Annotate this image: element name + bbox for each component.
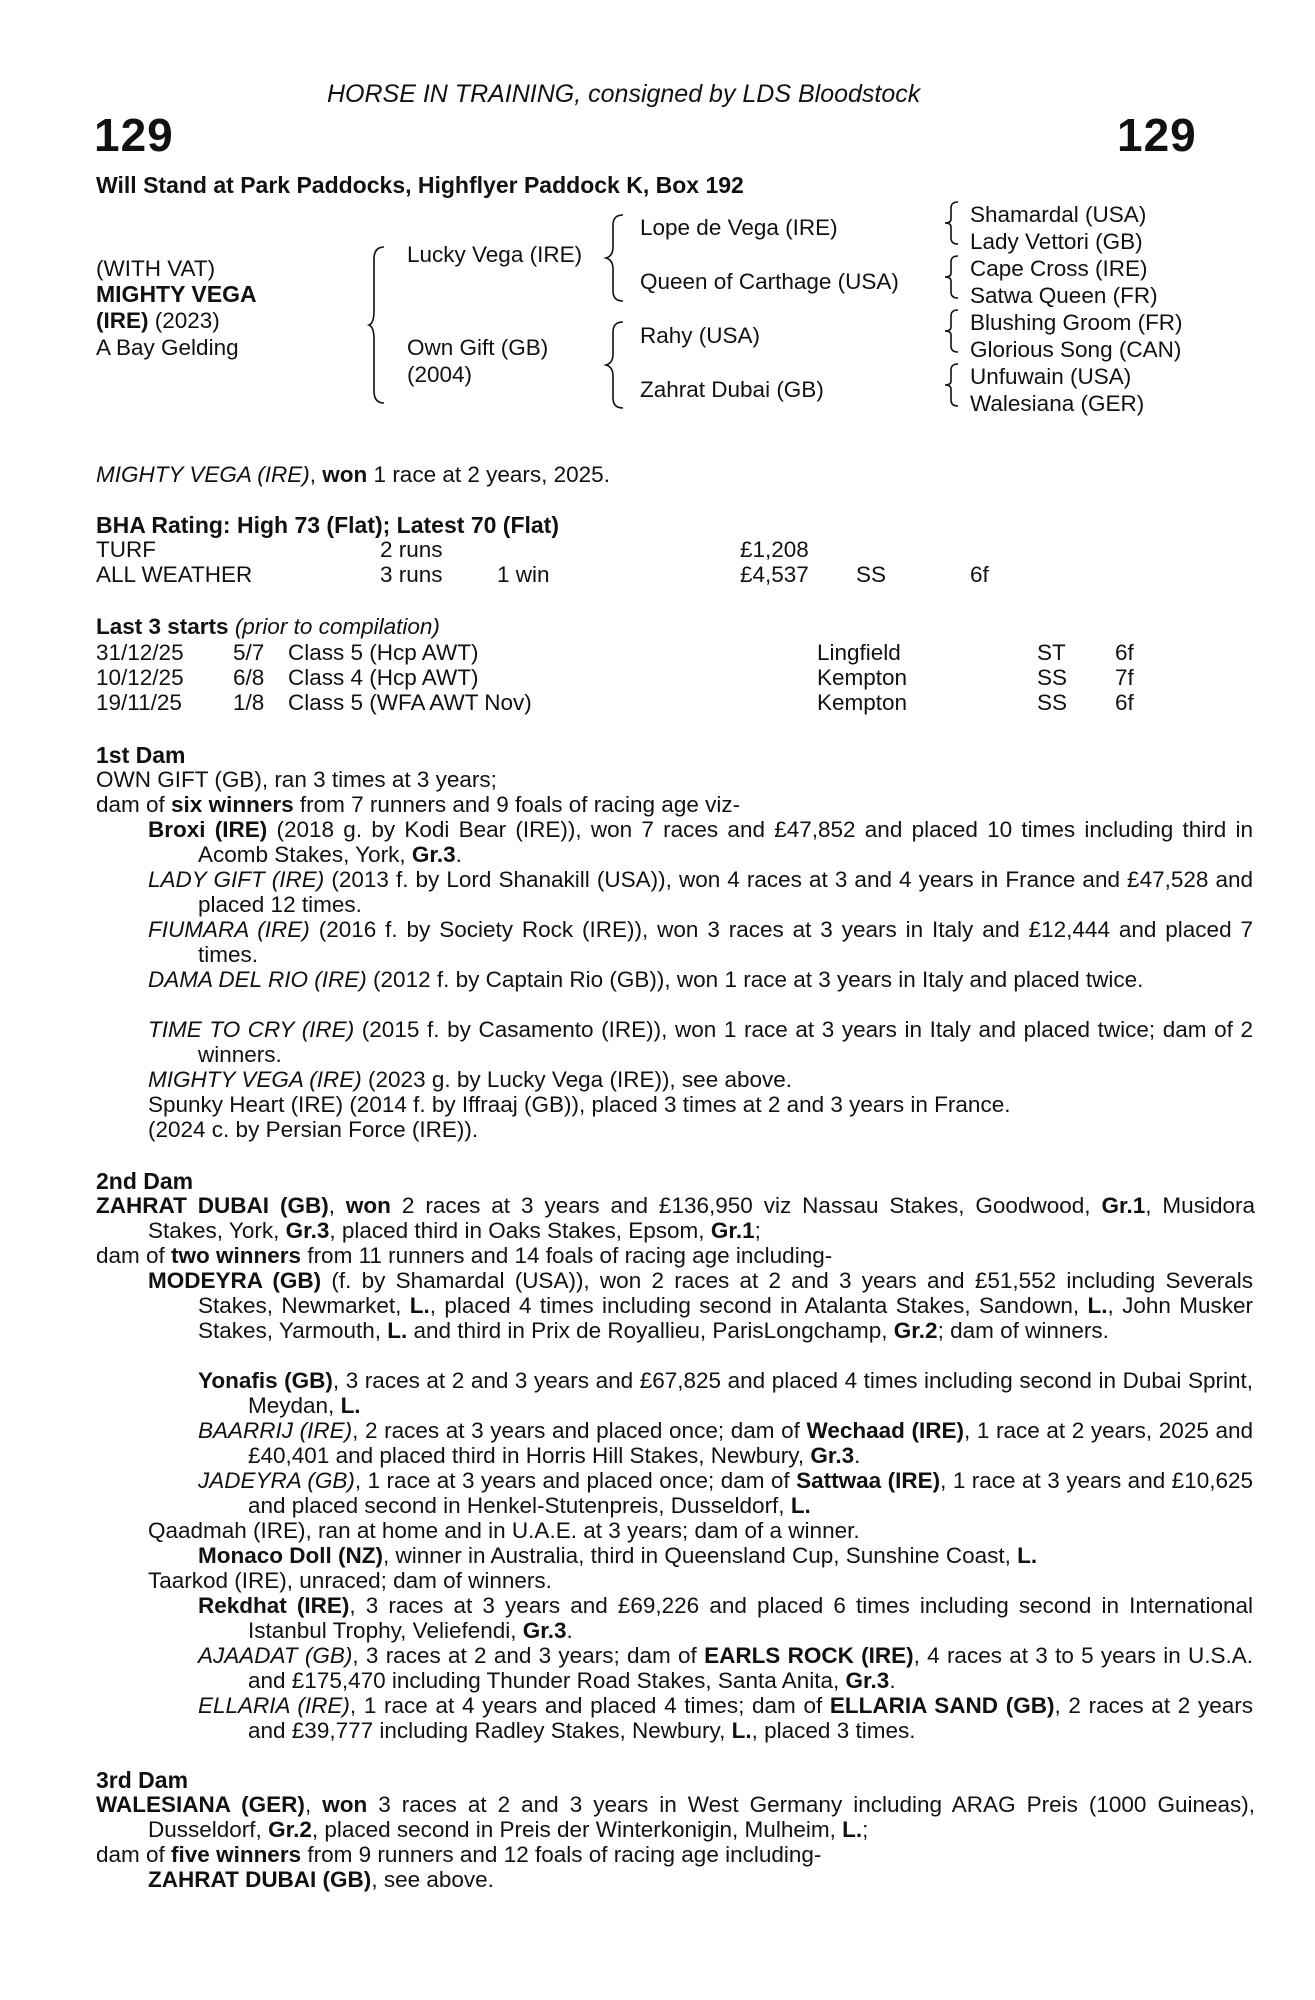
dam1-progeny-dama-del-rio <box>148 967 1253 992</box>
summary-won: won <box>322 462 368 487</box>
fiumara-name: FIUMARA (IRE) <box>148 917 310 942</box>
last3-row-0-dist: 6f <box>1115 640 1134 665</box>
last3-row-2-date: 19/11/25 <box>96 690 182 715</box>
dam1-progeny-2024-colt: (2024 c. by Persian Force (IRE)). <box>148 1117 479 1142</box>
last3-row-2-course: Kempton <box>817 690 908 715</box>
rating-row-1-wins: 1 win <box>497 562 550 587</box>
last3-row-0-pos: 5/7 <box>233 640 265 665</box>
dam3-winners: five winners <box>171 1842 302 1867</box>
dam1-progeny-lady-gift <box>148 867 1253 917</box>
last3-row-0-going: ST <box>1037 640 1066 665</box>
last3-row-1-date: 10/12/25 <box>96 665 184 690</box>
dam2-grandprogeny-monaco-doll <box>198 1543 1037 1568</box>
last3-row-1-pos: 6/8 <box>233 665 265 690</box>
ellaria-sand-name: ELLARIA SAND (GB) <box>829 1693 1055 1718</box>
rating-row-1-going: SS <box>856 562 887 587</box>
dam2-grandprogeny-yonafis <box>198 1368 1253 1418</box>
last3-note: (prior to compilation) <box>228 614 440 639</box>
dam1-line1: OWN GIFT (GB), ran 3 times at 3 years; <box>96 767 497 792</box>
rekdhat-end: . <box>566 1618 573 1643</box>
pedigree-brace-sire <box>605 213 627 303</box>
dam1-progeny-spunky-heart: Spunky Heart (IRE) (2014 f. by Iffraaj (GB)), placed 3 times at 2 and 3 years in France. <box>148 1092 1011 1117</box>
zahrat-grade1: Gr.1 <box>1101 1193 1146 1218</box>
dam1-runners: from 7 runners and 9 foals of racing age viz- <box>293 792 741 817</box>
baarrij-text2: , 1 race at 2 years, 2025 and £40,401 and placed third in Horris Hill Stakes, Newbury, <box>248 1418 1254 1468</box>
rekdhat-name: Rekdhat (IRE) <box>198 1593 350 1618</box>
pedigree-g-2: Cape Cross (IRE) <box>970 256 1148 281</box>
sale-title: HORSE IN TRAINING, consigned by LDS Bloodstock <box>327 80 921 108</box>
pedigree-g-7: Walesiana (GER) <box>970 391 1145 416</box>
pedigree-sire-sire: Lope de Vega (IRE) <box>640 215 838 240</box>
rating-row-1-surface: ALL WEATHER <box>96 562 253 587</box>
lot-number-left: 129 <box>94 109 174 161</box>
last3-title: Last 3 starts <box>96 614 229 639</box>
pedigree-g-1: Lady Vettori (GB) <box>970 229 1143 254</box>
horse-description: A Bay Gelding <box>96 335 239 360</box>
ellaria-name: ELLARIA (IRE) <box>198 1693 350 1718</box>
vat-status: (WITH VAT) <box>96 256 216 281</box>
last3-row-2-pos: 1/8 <box>233 690 265 715</box>
horse-origin-year <box>96 308 220 333</box>
dam2-grandprogeny-ellaria <box>198 1693 1253 1743</box>
ajaadat-grade: Gr.3 <box>845 1668 890 1693</box>
pedigree-brace-g1 <box>942 200 962 246</box>
lady-gift-name: LADY GIFT (IRE) <box>148 867 325 892</box>
time-to-cry-name: TIME TO CRY (IRE) <box>148 1017 355 1042</box>
dam3-zahrat-text: , see above. <box>371 1867 494 1892</box>
dam2-zahrat-dubai <box>96 1193 1255 1243</box>
pedigree-g-4: Blushing Groom (FR) <box>970 310 1183 335</box>
pedigree-brace-main <box>368 245 388 405</box>
race-summary: MIGHTY VEGA (IRE), won 1 race at 2 years, 2025. <box>96 462 610 487</box>
dam3-dam-of <box>96 1842 821 1867</box>
jadeyra-name: JADEYRA (GB) <box>198 1468 355 1493</box>
baarrij-name: BAARRIJ (IRE) <box>198 1418 353 1443</box>
walesiana-end: ; <box>862 1817 869 1842</box>
dam3-progeny-zahrat-dubai <box>148 1867 494 1892</box>
sattwaa-name: Sattwaa (IRE) <box>796 1468 941 1493</box>
dam3-walesiana <box>96 1792 1255 1842</box>
pedigree-brace-g3 <box>942 308 962 354</box>
lady-gift-text: (2013 f. by Lord Shanakill (USA)), won 4 races at 3 and 4 years in France and £47,528 and placed 12 times. <box>198 867 1254 917</box>
dam2-heading: 2nd Dam <box>96 1168 194 1194</box>
zahrat-text3: , placed third in Oaks Stakes, Epsom, <box>329 1218 711 1243</box>
zahrat-name: ZAHRAT DUBAI (GB) <box>96 1193 329 1218</box>
jadeyra-text1: , 1 race at 3 years and placed once; dam of <box>354 1468 797 1493</box>
ajaadat-text1: , 3 races at 2 and 3 years; dam of <box>352 1643 705 1668</box>
dam3-heading: 3rd Dam <box>96 1767 189 1793</box>
last3-row-1-race: Class 4 (Hcp AWT) <box>288 665 479 690</box>
walesiana-text2: , placed second in Preis der Winterkonigin, Mulheim, <box>311 1817 843 1842</box>
ajaadat-text2: , 4 races at 3 to 5 years in U.S.A. and £175,470 including Thunder Road Stakes, Santa Anita, <box>248 1643 1253 1693</box>
ellaria-end: , placed 3 times. <box>751 1718 916 1743</box>
zahrat-won: won <box>345 1193 391 1218</box>
zahrat-text1: 2 races at 3 years and £136,950 viz Nassau Stakes, Goodwood, <box>390 1193 1102 1218</box>
dam2-grandprogeny-rekdhat <box>198 1593 1253 1643</box>
dama-del-rio-text: (2012 f. by Captain Rio (GB)), won 1 race at 3 years in Italy and placed twice. <box>366 967 1144 992</box>
summary-horse-name: MIGHTY VEGA (IRE) <box>96 462 310 487</box>
broxi-end: . <box>455 842 462 867</box>
zahrat-end: ; <box>754 1218 761 1243</box>
dam3-runners: from 9 runners and 12 foals of racing age including- <box>301 1842 822 1867</box>
pedigree-sire-dam: Queen of Carthage (USA) <box>640 269 899 294</box>
modeyra-l2: L. <box>1087 1293 1108 1318</box>
dam1-progeny-fiumara <box>148 917 1253 967</box>
walesiana-sep: , <box>304 1792 323 1817</box>
dam2-winners: two winners <box>171 1243 302 1268</box>
horse-name: MIGHTY VEGA <box>96 281 257 307</box>
baarrij-end: . <box>854 1443 861 1468</box>
modeyra-grade: Gr.2 <box>893 1318 938 1343</box>
dam1-dam-of: dam of <box>96 792 172 817</box>
last3-row-1-going: SS <box>1037 665 1068 690</box>
ajaadat-name: AJAADAT (GB) <box>198 1643 353 1668</box>
pedigree-brace-dam <box>605 320 627 410</box>
modeyra-text1: (f. by Shamardal (USA)), won 2 races at 2 and 3 years and £51,552 including Severals Stakes, Newmarket, <box>198 1268 1253 1318</box>
pedigree-brace-g2 <box>942 254 962 300</box>
mighty-vega-text: (2023 g. by Lucky Vega (IRE)), see above. <box>361 1067 793 1092</box>
wechaad-name: Wechaad (IRE) <box>806 1418 964 1443</box>
dam1-progeny-mighty-vega <box>148 1067 792 1092</box>
ellaria-listed: L. <box>731 1718 752 1743</box>
dam2-dam-of-label: dam of <box>96 1243 172 1268</box>
dam2-runners: from 11 runners and 14 foals of racing age including- <box>301 1243 833 1268</box>
pedigree-dam-sire: Rahy (USA) <box>640 323 761 348</box>
yonafis-listed: L. <box>340 1393 361 1418</box>
lot-number-right: 129 <box>1117 109 1197 161</box>
dam3-zahrat-name: ZAHRAT DUBAI (GB) <box>148 1867 372 1892</box>
modeyra-text3: , John Musker Stakes, Yarmouth, <box>198 1293 1253 1343</box>
rating-row-0-runs: 2 runs <box>380 537 443 562</box>
walesiana-text1: 3 races at 2 and 3 years in West Germany including ARAG Preis (1000 Guineas), Dusseldorf, <box>148 1792 1255 1842</box>
pedigree-dam-year: (2004) <box>407 362 473 387</box>
pedigree-dam: Own Gift (GB) <box>407 335 549 360</box>
rating-row-1-money: £4,537 <box>740 562 809 587</box>
baarrij-grade: Gr.3 <box>810 1443 855 1468</box>
modeyra-l1: L. <box>409 1293 430 1318</box>
broxi-text: (2018 g. by Kodi Bear (IRE)), won 7 races and £47,852 and placed 10 times including third in Acomb Stakes, York, <box>198 817 1254 867</box>
pedigree-sire: Lucky Vega (IRE) <box>407 242 583 267</box>
zahrat-sep: , <box>328 1193 346 1218</box>
dam2-progeny-modeyra <box>148 1268 1253 1343</box>
dam2-dam-of <box>96 1243 832 1268</box>
last3-heading <box>96 614 440 639</box>
jadeyra-text2: , 1 race at 3 years and £10,625 and placed second in Henkel-Stutenpreis, Dusseldorf, <box>248 1468 1254 1518</box>
yonafis-text: , 3 races at 2 and 3 years and £67,825 and placed 4 times including second in Dubai Sprint, Meydan, <box>248 1368 1253 1418</box>
fiumara-text: (2016 f. by Society Rock (IRE)), won 3 races at 3 years in Italy and £12,444 and placed 7 times. <box>198 917 1253 967</box>
dam1-heading: 1st Dam <box>96 742 186 768</box>
ajaadat-end: . <box>889 1668 896 1693</box>
modeyra-l3: L. <box>387 1318 408 1343</box>
earls-rock-name: EARLS ROCK (IRE) <box>704 1643 914 1668</box>
dam2-grandprogeny-jadeyra <box>198 1468 1253 1518</box>
rekdhat-text: , 3 races at 3 years and £69,226 and placed 6 times including second in International Istanbul Trophy, Veliefendi, <box>248 1593 1253 1643</box>
modeyra-text4: and third in Prix de Royallieu, ParisLongchamp, <box>407 1318 894 1343</box>
zahrat-grade2: Gr.3 <box>285 1218 330 1243</box>
last3-row-2-going: SS <box>1037 690 1068 715</box>
last3-row-0-race: Class 5 (Hcp AWT) <box>288 640 479 665</box>
dam2-progeny-qaadmah: Qaadmah (IRE), ran at home and in U.A.E. at 3 years; dam of a winner. <box>148 1518 860 1543</box>
broxi-grade: Gr.3 <box>411 842 456 867</box>
last3-row-1-dist: 7f <box>1115 665 1134 690</box>
pedigree-g-0: Shamardal (USA) <box>970 202 1147 227</box>
last3-row-0-date: 31/12/25 <box>96 640 184 665</box>
dam1-line2 <box>96 792 740 817</box>
dam2-grandprogeny-baarrij <box>198 1418 1253 1468</box>
last3-row-2-dist: 6f <box>1115 690 1134 715</box>
pedigree-g-3: Satwa Queen (FR) <box>970 283 1158 308</box>
mighty-vega-name: MIGHTY VEGA (IRE) <box>148 1067 362 1092</box>
time-to-cry-text: (2015 f. by Casamento (IRE)), won 1 race at 3 years in Italy and placed twice; dam of 2 winners. <box>198 1017 1254 1067</box>
walesiana-name: WALESIANA (GER) <box>96 1792 305 1817</box>
dam2-progeny-taarkod: Taarkod (IRE), unraced; dam of winners. <box>148 1568 552 1593</box>
dam1-progeny-broxi <box>148 817 1253 867</box>
zahrat-text2: , Musidora Stakes, York, <box>148 1193 1255 1243</box>
ellaria-text2: , 2 races at 2 years and £39,777 including Radley Stakes, Newbury, <box>248 1693 1253 1743</box>
rating-row-1-dist: 6f <box>970 562 989 587</box>
walesiana-grade: Gr.2 <box>268 1817 312 1842</box>
dama-del-rio-name: DAMA DEL RIO (IRE) <box>148 967 367 992</box>
monaco-doll-text: , winner in Australia, third in Queensland Cup, Sunshine Coast, <box>382 1543 1018 1568</box>
ellaria-text1: , 1 race at 4 years and placed 4 times; dam of <box>349 1693 830 1718</box>
last3-row-2-race: Class 5 (WFA AWT Nov) <box>288 690 532 715</box>
horse-country: (IRE) <box>96 308 149 333</box>
rating-row-0-surface: TURF <box>96 537 156 562</box>
last3-row-1-course: Kempton <box>817 665 908 690</box>
pedigree-dam-dam: Zahrat Dubai (GB) <box>640 377 824 402</box>
walesiana-won: won <box>322 1792 368 1817</box>
dam2-grandprogeny-ajaadat <box>198 1643 1253 1693</box>
zahrat-grade3: Gr.1 <box>710 1218 755 1243</box>
monaco-doll-name: Monaco Doll (NZ) <box>198 1543 383 1568</box>
broxi-name: Broxi (IRE) <box>148 817 268 842</box>
rating-row-0-money: £1,208 <box>740 537 809 562</box>
dam3-dam-of-label: dam of <box>96 1842 172 1867</box>
modeyra-name: MODEYRA (GB) <box>148 1268 322 1293</box>
pedigree-g-5: Glorious Song (CAN) <box>970 337 1182 362</box>
walesiana-listed: L. <box>842 1817 863 1842</box>
horse-year: (2023) <box>148 308 220 333</box>
dam1-progeny-time-to-cry <box>148 1017 1253 1067</box>
jadeyra-listed: L. <box>790 1493 811 1518</box>
baarrij-text1: , 2 races at 3 years and placed once; dam of <box>352 1418 807 1443</box>
summary-text: 1 race at 2 years, 2025. <box>367 462 610 487</box>
bha-rating-heading: BHA Rating: High 73 (Flat); Latest 70 (Flat) <box>96 512 559 538</box>
modeyra-text2: , placed 4 times including second in Atalanta Stakes, Sandown, <box>429 1293 1088 1318</box>
rating-row-1-runs: 3 runs <box>380 562 443 587</box>
yonafis-name: Yonafis (GB) <box>198 1368 333 1393</box>
last3-row-0-course: Lingfield <box>817 640 901 665</box>
modeyra-end: ; dam of winners. <box>937 1318 1109 1343</box>
rekdhat-grade: Gr.3 <box>522 1618 567 1643</box>
stabling-location: Will Stand at Park Paddocks, Highflyer Paddock K, Box 192 <box>96 172 744 198</box>
pedigree-g-6: Unfuwain (USA) <box>970 364 1132 389</box>
monaco-doll-listed: L. <box>1017 1543 1038 1568</box>
pedigree-brace-g4 <box>942 362 962 408</box>
dam1-winners: six winners <box>171 792 294 817</box>
